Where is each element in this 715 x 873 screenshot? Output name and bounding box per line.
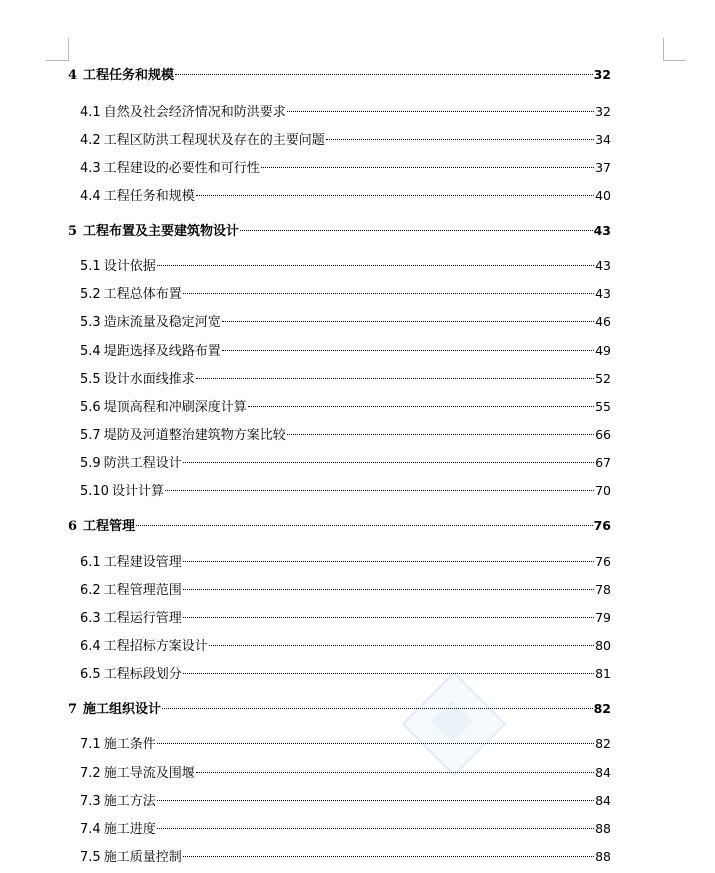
toc-entry-page-number: 52 <box>595 371 611 386</box>
toc-entry-title: 设计依据 <box>103 259 156 274</box>
toc-entry-page-number: 67 <box>595 455 611 470</box>
toc-entry-title: 工程任务和规模 <box>103 189 195 204</box>
toc-entry-page-number: 76 <box>595 554 611 569</box>
toc-entry-title: 设计水面线推求 <box>103 372 195 387</box>
toc-entry-number: 4.3 <box>80 161 101 176</box>
toc-dot-leader <box>157 743 594 744</box>
toc-entry-number: 7.4 <box>80 822 101 837</box>
toc-entry-page-number: 80 <box>595 638 611 653</box>
toc-dot-leader <box>165 490 594 491</box>
toc-chapter-entry[interactable] <box>68 699 611 719</box>
toc-dot-leader <box>183 561 594 562</box>
toc-entry-page-number: 55 <box>595 399 611 414</box>
toc-entry-page-number: 32 <box>595 104 611 119</box>
toc-entry-title: 工程布置及主要建筑物设计 <box>83 224 240 239</box>
toc-entry-page-number: 37 <box>595 160 611 175</box>
toc-section-entry[interactable] <box>68 819 611 839</box>
toc-dot-leader <box>196 378 594 379</box>
toc-entry-number: 6.5 <box>80 667 101 682</box>
toc-dot-leader <box>157 800 594 801</box>
toc-dot-leader <box>196 772 594 773</box>
toc-entry-title: 工程任务和规模 <box>83 68 175 83</box>
toc-entry-title: 工程标段划分 <box>103 667 182 682</box>
toc-entry-number: 5.5 <box>80 372 101 387</box>
toc-section-entry[interactable] <box>68 369 611 389</box>
toc-section-entry[interactable] <box>68 481 611 501</box>
toc-chapter-entry[interactable] <box>68 516 611 536</box>
toc-dot-leader <box>287 111 594 112</box>
toc-dot-leader <box>326 139 594 140</box>
toc-entry-title: 堤顶高程和冲刷深度计算 <box>103 400 247 415</box>
toc-entry-page-number: 88 <box>595 849 611 864</box>
toc-entry-title: 工程运行管理 <box>103 611 182 626</box>
toc-dot-leader <box>222 350 594 351</box>
toc-entry-number: 5.2 <box>80 287 101 302</box>
toc-entry-title: 造床流量及稳定河宽 <box>103 315 221 330</box>
toc-entry-title: 防洪工程设计 <box>103 456 182 471</box>
toc-entry-page-number: 40 <box>595 188 611 203</box>
toc-entry-title: 施工质量控制 <box>103 850 182 865</box>
toc-section-entry[interactable] <box>68 284 611 304</box>
toc-section-entry[interactable] <box>68 608 611 628</box>
toc-entry-page-number: 78 <box>595 582 611 597</box>
toc-dot-leader <box>261 167 594 168</box>
toc-entry-page-number: 32 <box>593 67 611 82</box>
toc-entry-number: 5.3 <box>80 315 101 330</box>
toc-entry-page-number: 46 <box>595 314 611 329</box>
toc-entry-page-number: 82 <box>595 736 611 751</box>
toc-entry-title: 施工导流及围堰 <box>103 766 195 781</box>
toc-section-entry[interactable] <box>68 763 611 783</box>
toc-dot-leader <box>183 293 594 294</box>
crop-mark-top-left <box>46 38 69 61</box>
toc-entry-number: 4.2 <box>80 133 101 148</box>
toc-entry-title: 工程招标方案设计 <box>103 639 208 654</box>
toc-section-entry[interactable] <box>68 130 611 150</box>
toc-entry-number: 6.3 <box>80 611 101 626</box>
toc-entry-page-number: 43 <box>593 223 611 238</box>
toc-entry-page-number: 79 <box>595 610 611 625</box>
toc-entry-number: 5 <box>68 224 78 239</box>
toc-entry-page-number: 43 <box>595 258 611 273</box>
toc-section-entry[interactable] <box>68 186 611 206</box>
toc-entry-page-number: 81 <box>595 666 611 681</box>
toc-entry-title: 施工条件 <box>103 737 156 752</box>
toc-chapter-entry[interactable] <box>68 221 611 241</box>
toc-section-entry[interactable] <box>68 425 611 445</box>
crop-mark-top-right <box>663 38 686 61</box>
toc-entry-number: 4.1 <box>80 105 101 120</box>
toc-entry-number: 5.6 <box>80 400 101 415</box>
toc-dot-leader <box>162 708 593 709</box>
toc-entry-number: 7.5 <box>80 850 101 865</box>
toc-entry-title: 自然及社会经济情况和防洪要求 <box>103 105 286 120</box>
toc-entry-number: 5.9 <box>80 456 101 471</box>
toc-entry-title: 设计计算 <box>111 484 164 499</box>
toc-section-entry[interactable] <box>68 847 611 867</box>
toc-dot-leader <box>287 434 594 435</box>
toc-dot-leader <box>240 230 593 231</box>
toc-entry-page-number: 66 <box>595 427 611 442</box>
toc-entry-title: 工程管理 <box>83 519 136 534</box>
toc-entry-number: 7.2 <box>80 766 101 781</box>
toc-dot-leader <box>248 406 594 407</box>
toc-entry-page-number: 88 <box>595 821 611 836</box>
toc-entry-title: 工程管理范围 <box>103 583 182 598</box>
toc-section-entry[interactable] <box>68 102 611 122</box>
toc-entry-number: 5.4 <box>80 344 101 359</box>
toc-section-entry[interactable] <box>68 158 611 178</box>
toc-entry-number: 7 <box>68 702 78 717</box>
toc-dot-leader <box>157 828 594 829</box>
toc-entry-page-number: 49 <box>595 343 611 358</box>
toc-entry-title: 工程区防洪工程现状及存在的主要问题 <box>103 133 325 148</box>
toc-entry-title: 堤防及河道整治建筑物方案比较 <box>103 428 286 443</box>
toc-section-entry[interactable] <box>68 312 611 332</box>
toc-entry-title: 施工组织设计 <box>83 702 162 717</box>
toc-dot-leader <box>157 265 594 266</box>
toc-entry-title: 施工进度 <box>103 822 156 837</box>
toc-section-entry[interactable] <box>68 341 611 361</box>
toc-dot-leader <box>175 74 593 75</box>
toc-dot-leader <box>209 645 594 646</box>
toc-section-entry[interactable] <box>68 552 611 572</box>
toc-section-entry[interactable] <box>68 580 611 600</box>
toc-entry-page-number: 82 <box>593 701 611 716</box>
toc-entry-number: 4.4 <box>80 189 101 204</box>
toc-dot-leader <box>183 673 594 674</box>
toc-entry-page-number: 43 <box>595 286 611 301</box>
toc-section-entry[interactable] <box>68 791 611 811</box>
toc-chapter-entry[interactable] <box>68 65 611 85</box>
toc-dot-leader <box>196 195 594 196</box>
toc-entry-number: 6 <box>68 519 78 534</box>
toc-entry-title: 堤距选择及线路布置 <box>103 344 221 359</box>
toc-entry-number: 6.4 <box>80 639 101 654</box>
toc-entry-number: 6.2 <box>80 583 101 598</box>
toc-entry-title: 工程建设的必要性和可行性 <box>103 161 260 176</box>
toc-entry-number: 6.1 <box>80 555 101 570</box>
toc-dot-leader <box>183 856 594 857</box>
toc-entry-number: 5.10 <box>80 484 109 499</box>
toc-entry-title: 施工方法 <box>103 794 156 809</box>
toc-entry-page-number: 34 <box>595 132 611 147</box>
toc-entry-page-number: 76 <box>593 518 611 533</box>
toc-entry-page-number: 84 <box>595 765 611 780</box>
toc-section-entry[interactable] <box>68 664 611 684</box>
toc-entry-page-number: 70 <box>595 483 611 498</box>
toc-entry-number: 4 <box>68 68 78 83</box>
toc-entry-number: 7.1 <box>80 737 101 752</box>
toc-dot-leader <box>183 617 594 618</box>
toc-section-entry[interactable] <box>68 256 611 276</box>
toc-dot-leader <box>183 462 594 463</box>
toc-entry-page-number: 84 <box>595 793 611 808</box>
toc-entry-number: 5.1 <box>80 259 101 274</box>
toc-dot-leader <box>183 589 594 590</box>
toc-section-entry[interactable] <box>68 734 611 754</box>
toc-section-entry[interactable] <box>68 636 611 656</box>
toc-dot-leader <box>136 525 593 526</box>
toc-dot-leader <box>222 321 594 322</box>
toc-entry-number: 5.7 <box>80 428 101 443</box>
toc-section-entry[interactable] <box>68 397 611 417</box>
toc-entry-title: 工程总体布置 <box>103 287 182 302</box>
toc-entry-number: 7.3 <box>80 794 101 809</box>
toc-entry-title: 工程建设管理 <box>103 555 182 570</box>
toc-section-entry[interactable] <box>68 453 611 473</box>
